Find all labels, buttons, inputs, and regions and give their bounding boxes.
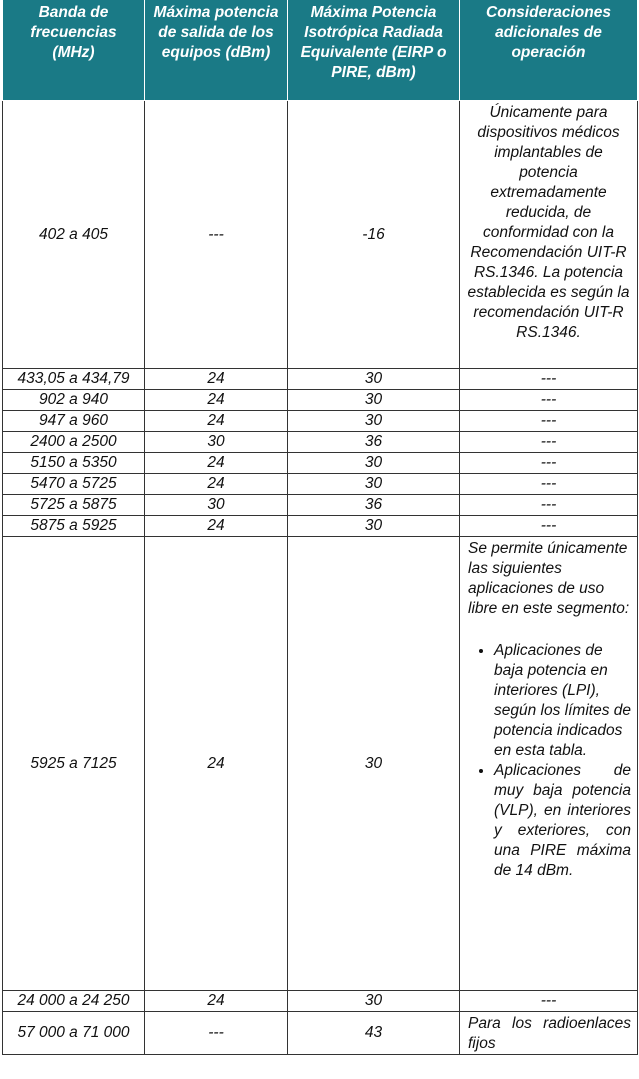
cell-notes: --- (460, 390, 638, 411)
cell-notes (460, 537, 638, 991)
table-row (3, 411, 638, 432)
table-row (3, 369, 638, 390)
cell-band: 5470 a 5725 (3, 474, 145, 495)
cell-power: 30 (145, 495, 288, 516)
list-item: • Aplicaciones de baja potencia en interiores (LPI), según los límites de potencia indicados en esta tabla. (494, 641, 631, 761)
cell-eirp: 30 (288, 474, 460, 495)
table-row (3, 516, 638, 537)
notes-intro: Se permite únicamente las siguientes aplicaciones de uso libre en este segmento: (468, 540, 630, 617)
cell-power: 24 (145, 991, 288, 1012)
frequency-bands-table (2, 0, 638, 1055)
cell-power: --- (145, 101, 288, 369)
table-row (3, 432, 638, 453)
cell-band: 5925 a 7125 (3, 537, 145, 991)
cell-power: 24 (145, 411, 288, 432)
cell-eirp: 43 (288, 1012, 460, 1055)
cell-power: 24 (145, 474, 288, 495)
cell-power: --- (145, 1012, 288, 1055)
table-row (3, 537, 638, 991)
cell-band: 402 a 405 (3, 101, 145, 369)
table-row (3, 1012, 638, 1055)
table-row (3, 495, 638, 516)
cell-power: 24 (145, 369, 288, 390)
cell-notes: --- (460, 432, 638, 453)
cell-notes: --- (460, 453, 638, 474)
cell-band: 5725 a 5875 (3, 495, 145, 516)
notes-bullet-list (468, 641, 631, 881)
cell-eirp: -16 (288, 101, 460, 369)
cell-power: 24 (145, 390, 288, 411)
cell-notes: --- (460, 516, 638, 537)
cell-notes: --- (460, 495, 638, 516)
cell-notes: --- (460, 411, 638, 432)
table-row (3, 390, 638, 411)
cell-eirp: 36 (288, 495, 460, 516)
cell-notes: --- (460, 369, 638, 390)
table-header-row (3, 0, 638, 101)
cell-notes: --- (460, 474, 638, 495)
header-eirp: Máxima Potencia Isotrópica Radiada Equivalente (EIRP o PIRE, dBm) (288, 0, 460, 101)
header-considerations: Consideraciones adicionales de operación (460, 0, 638, 101)
cell-band: 902 a 940 (3, 390, 145, 411)
cell-band: 5875 a 5925 (3, 516, 145, 537)
cell-eirp: 30 (288, 991, 460, 1012)
cell-notes: Para los radioenlaces fijos (460, 1012, 638, 1055)
cell-band: 433,05 a 434,79 (3, 369, 145, 390)
list-item: • Aplicaciones de muy baja potencia (VLP), en interiores y exteriores, con una PIRE máxima de 14 dBm. (494, 761, 631, 881)
table-row (3, 101, 638, 369)
cell-power: 24 (145, 537, 288, 991)
table-row (3, 453, 638, 474)
cell-power: 24 (145, 453, 288, 474)
cell-eirp: 30 (288, 453, 460, 474)
cell-eirp: 30 (288, 390, 460, 411)
cell-notes: Únicamente para dispositivos médicos implantables de potencia extremadamente reducida, de conformidad con la Recomendación UIT-R RS.1346. La potencia establecida es según la recomendación UIT-R RS.1346. (460, 101, 638, 369)
cell-band: 5150 a 5350 (3, 453, 145, 474)
header-max-power: Máxima potencia de salida de los equipos (dBm) (145, 0, 288, 101)
cell-band: 947 a 960 (3, 411, 145, 432)
cell-notes: --- (460, 991, 638, 1012)
cell-power: 24 (145, 516, 288, 537)
cell-band: 2400 a 2500 (3, 432, 145, 453)
cell-eirp: 30 (288, 411, 460, 432)
cell-band: 57 000 a 71 000 (3, 1012, 145, 1055)
cell-eirp: 30 (288, 537, 460, 991)
cell-eirp: 36 (288, 432, 460, 453)
table-row (3, 474, 638, 495)
cell-power: 30 (145, 432, 288, 453)
cell-eirp: 30 (288, 369, 460, 390)
cell-eirp: 30 (288, 516, 460, 537)
table-row (3, 991, 638, 1012)
cell-band: 24 000 a 24 250 (3, 991, 145, 1012)
header-band: Banda de frecuencias (MHz) (3, 0, 145, 101)
